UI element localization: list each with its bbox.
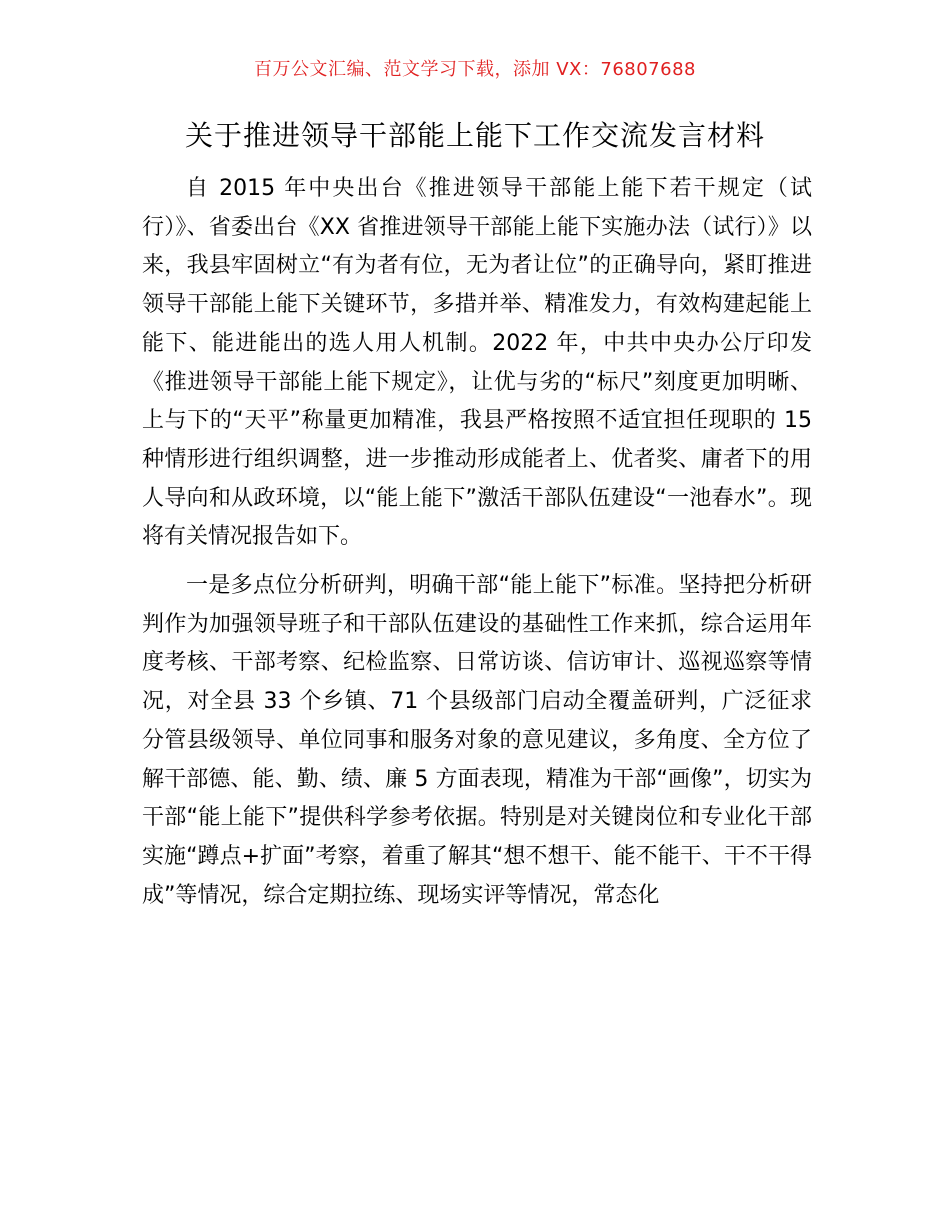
- paragraph-intro: 自 2015 年中央出台《推进领导干部能上能下若干规定（试行）》、省委出台《XX 省推进领导干部能上能下实施办法（试行）》以来，我县牢固树立“有为者有位，无为者让位”的正确导向，紧盯推进领导干部能上能下关键环节，多措并举、精准发力，有效构建起能上能下、能进能出的选人用人机制。2022 年，中共中央办公厅印发《推进领导干部能上能下规定》，让优与劣的“标尺”刻度更加明晰、上与下的“天平”称量更加精准，我县严格按照不适宜担任现职的 15 种情形进行组织调整，进一步推动形成能者上、优者奖、庸者下的用人导向和从政环境，以“能上能下”激活干部队伍建设“一池春水”。现将有关情况报告如下。: [142, 176, 812, 550]
- document-title: 关于推进领导干部能上能下工作交流发言材料: [184, 119, 765, 152]
- paragraph-point-one: 一是多点位分析研判，明确干部“能上能下”标准。坚持把分析研判作为加强领导班子和干部队伍建设的基础性工作来抓，综合运用年度考核、干部考察、纪检监察、日常访谈、信访审计、巡视巡察等情况，对全县 33 个乡镇、71 个县级部门启动全覆盖研判，广泛征求分管县级领导、单位同事和服务对象的意见建议，多角度、全方位了解干部德、能、勤、绩、廉 5 方面表现，精准为干部“画像”，切实为干部“能上能下”提供科学参考依据。特别是对关键岗位和专业化干部实施“蹲点+扩面”考察，着重了解其“想不想干、能不能干、干不干得成”等情况，综合定期拉练、现场实评等情况，常态化: [142, 573, 812, 908]
- document-body: [142, 170, 812, 915]
- header-banner: 百万公文汇编、范文学习下载，添加 VX：76807688: [254, 59, 696, 80]
